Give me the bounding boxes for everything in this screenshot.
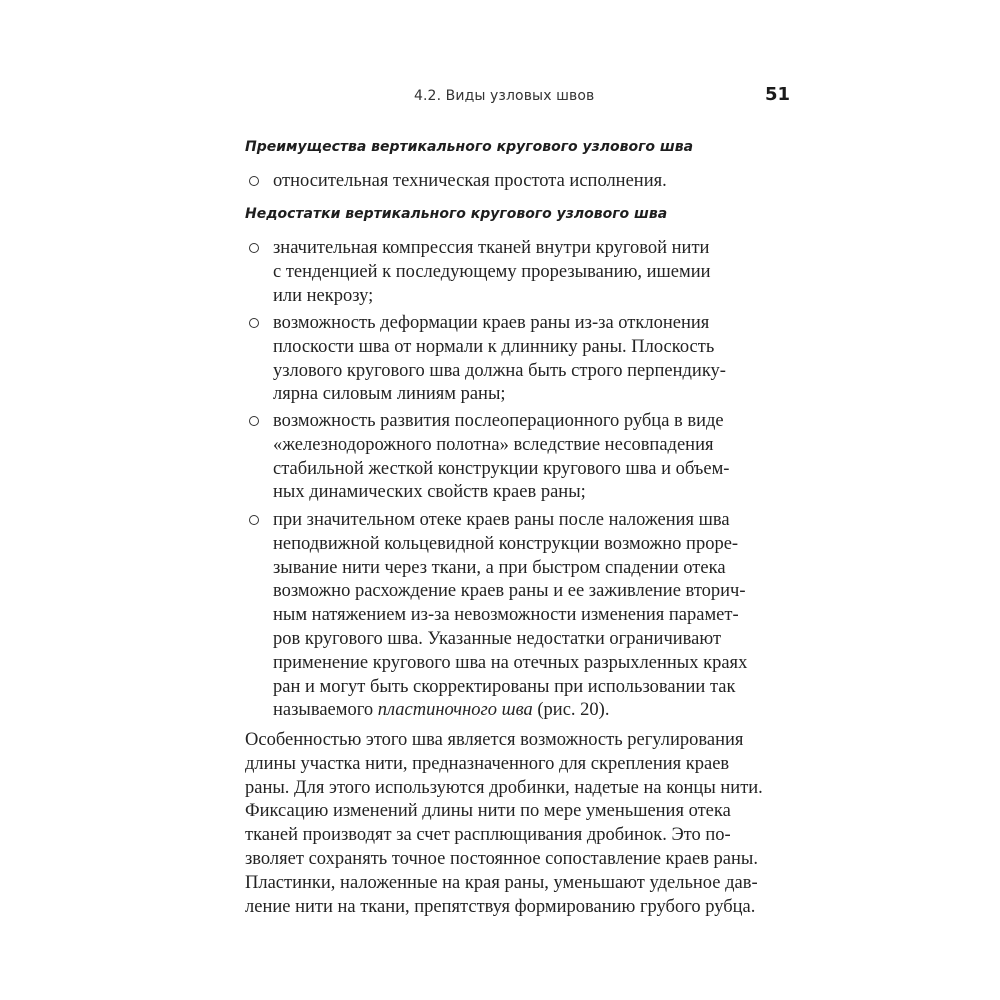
figure-reference: (рис. 20). <box>532 700 610 721</box>
disadvantage-item-3: возможность развития послеоперационного рубца в виде «железнодорожного полотна» вследствие несовпадения стабильной жесткой конструкции кругового шва и объем- ных динамических свойств краев раны; <box>273 411 730 503</box>
disadvantage-item-1: значительная компрессия тканей внутри круговой нити с тенденцией к последующему прорезыванию, ишемии или некрозу; <box>273 238 711 306</box>
bullet-circle-icon <box>249 243 259 253</box>
bullet-circle-icon <box>249 515 259 525</box>
disadvantages-heading: Недостатки вертикального кругового узлового шва <box>245 206 668 222</box>
advantage-item-1: относительная техническая простота исполнения. <box>273 171 667 191</box>
bullet-circle-icon <box>249 318 259 328</box>
advantages-heading: Преимущества вертикального кругового узлового шва <box>245 139 694 155</box>
bullet-circle-icon <box>249 416 259 426</box>
bullet-circle-icon <box>249 176 259 186</box>
disadvantage-item-4 <box>273 509 747 723</box>
running-head: 4.2. Виды узловых швов <box>414 88 595 104</box>
page-number: 51 <box>765 84 791 105</box>
plate-suture-term: пластиночного шва <box>377 700 533 721</box>
body-paragraph: Особенностью этого шва является возможность регулирования длины участка нити, предназначенного для скрепления краев раны. Для этого используются дробинки, надетые на концы нити. Фиксацию изменений длины нити по мере уменьшения отека тканей производят за счет расплющивания дробинок. Это по- зволяет сохранять точное постоянное сопоставление краев раны. Пластинки, наложенные на края раны, уменьшают удельное дав- ление нити на ткани, препятствуя формированию грубого рубца. <box>245 730 763 917</box>
disadvantage-item-4-text: при значительном отеке краев раны после наложения шва неподвижной кольцевидной конструкции возможно проре- зывание нити через ткани, а при быстром спадении отека возможно расхождение краев раны и ее заживление вторич- ным натяжением из-за невозможности изменения парамет- ров кругового шва. Указанные недостатки ограничивают применение кругового шва на отечных разрыхленных краях ран и могут быть скорректированы при использовании так называемого <box>273 510 748 721</box>
disadvantage-item-2: возможность деформации краев раны из-за отклонения плоскости шва от нормали к длиннику раны. Плоскость узлового кругового шва должна быть строго перпендику- лярна силовым линиям раны; <box>273 313 726 405</box>
